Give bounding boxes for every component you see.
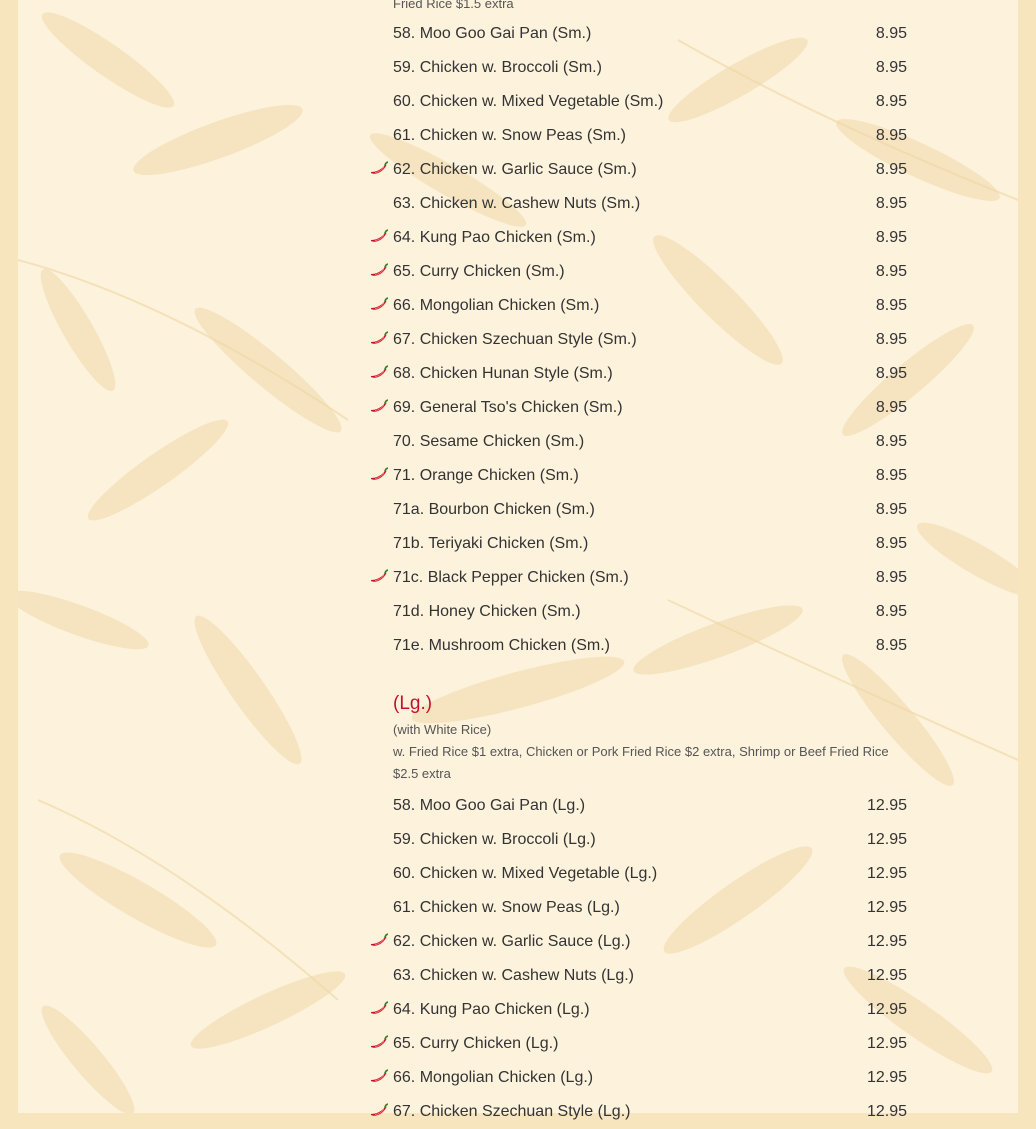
menu-item-row[interactable]	[368, 823, 908, 857]
menu-item-name: 63. Chicken w. Cashew Nuts (Lg.)	[393, 967, 634, 984]
menu-item-row[interactable]	[368, 357, 908, 391]
menu-item-row[interactable]	[368, 391, 908, 425]
large-section-note: w. Fried Rice $1 extra, Chicken or Pork Fried Rice $2 extra, Shrimp or Beef Fried Rice $2.5 extra	[393, 744, 889, 781]
menu-item-price: 8.95	[875, 127, 907, 144]
menu-item-price: 8.95	[875, 161, 907, 178]
menu-item-name: 68. Chicken Hunan Style (Sm.)	[393, 365, 613, 382]
menu-item-price: 8.95	[875, 229, 907, 246]
large-section-subtitle: (with White Rice)	[393, 722, 492, 737]
chili-pepper-icon	[370, 365, 388, 381]
chili-pepper-icon	[370, 1001, 388, 1017]
menu-item-row[interactable]	[368, 959, 908, 993]
menu-item-row[interactable]	[368, 153, 908, 187]
menu-item-name: 64. Kung Pao Chicken (Sm.)	[393, 229, 596, 246]
menu-item-price: 8.95	[875, 25, 907, 42]
menu-item-row[interactable]	[368, 323, 908, 357]
menu-item-price: 8.95	[875, 195, 907, 212]
chili-pepper-icon	[370, 161, 388, 177]
menu-item-name: 61. Chicken w. Snow Peas (Sm.)	[393, 127, 626, 144]
menu-item-price: 8.95	[875, 331, 907, 348]
menu-item-price: 12.95	[866, 1069, 907, 1086]
menu-item-row[interactable]	[368, 857, 908, 891]
menu-item-row[interactable]	[368, 51, 908, 85]
menu-item-row[interactable]	[368, 85, 908, 119]
chili-pepper-icon	[370, 331, 388, 347]
menu-item-price: 12.95	[866, 797, 907, 814]
menu-item-name: 62. Chicken w. Garlic Sauce (Sm.)	[393, 161, 637, 178]
chili-pepper-icon	[370, 569, 388, 585]
menu-item-name: 62. Chicken w. Garlic Sauce (Lg.)	[393, 933, 631, 950]
menu-item-row[interactable]	[368, 119, 908, 153]
menu-item-price: 8.95	[875, 433, 907, 450]
menu-item-price: 12.95	[866, 831, 907, 848]
large-section-title: (Lg.)	[393, 693, 433, 714]
menu-item-name: 61. Chicken w. Snow Peas (Lg.)	[393, 899, 620, 916]
menu-item-price: 8.95	[875, 93, 907, 110]
menu-item-row[interactable]	[368, 789, 908, 823]
menu-item-row[interactable]	[368, 255, 908, 289]
menu-item-name: 58. Moo Goo Gai Pan (Sm.)	[393, 25, 592, 42]
menu-item-row[interactable]	[368, 1027, 908, 1061]
menu-item-name: 58. Moo Goo Gai Pan (Lg.)	[393, 797, 586, 814]
menu-item-row[interactable]	[368, 629, 908, 663]
menu-item-name: 63. Chicken w. Cashew Nuts (Sm.)	[393, 195, 641, 212]
menu-item-price: 12.95	[866, 933, 907, 950]
menu-item-name: 71d. Honey Chicken (Sm.)	[393, 603, 581, 620]
menu-item-price: 8.95	[875, 535, 907, 552]
menu-item-price: 12.95	[866, 967, 907, 984]
menu-item-price: 8.95	[875, 603, 907, 620]
chili-pepper-icon	[370, 933, 388, 949]
menu-item-name: 71b. Teriyaki Chicken (Sm.)	[393, 535, 589, 552]
chili-pepper-icon	[370, 297, 388, 313]
menu-item-price: 8.95	[875, 59, 907, 76]
menu-item-row[interactable]	[368, 221, 908, 255]
menu-item-row[interactable]	[368, 493, 908, 527]
chili-pepper-icon	[370, 1035, 388, 1051]
menu-item-name: 64. Kung Pao Chicken (Lg.)	[393, 1001, 590, 1018]
menu-item-row[interactable]	[368, 1095, 908, 1129]
menu-item-name: 65. Curry Chicken (Lg.)	[393, 1035, 559, 1052]
chili-pepper-icon	[370, 229, 388, 245]
menu-item-price: 8.95	[875, 467, 907, 484]
menu-item-name: 59. Chicken w. Broccoli (Sm.)	[393, 59, 602, 76]
menu-item-price: 12.95	[866, 1001, 907, 1018]
menu-item-row[interactable]	[368, 595, 908, 629]
menu-item-name: 59. Chicken w. Broccoli (Lg.)	[393, 831, 596, 848]
menu-item-row[interactable]	[368, 459, 908, 493]
menu-item-price: 8.95	[875, 501, 907, 518]
menu-item-price: 8.95	[875, 297, 907, 314]
chili-pepper-icon	[370, 1069, 388, 1085]
chili-pepper-icon	[370, 467, 388, 483]
chili-pepper-icon	[370, 263, 388, 279]
menu-item-name: 66. Mongolian Chicken (Sm.)	[393, 297, 600, 314]
menu-item-name: 69. General Tso's Chicken (Sm.)	[393, 399, 623, 416]
menu-item-row[interactable]	[368, 17, 908, 51]
menu-item-name: 71e. Mushroom Chicken (Sm.)	[393, 637, 610, 654]
menu-item-name: 67. Chicken Szechuan Style (Lg.)	[393, 1103, 631, 1120]
menu-item-name: 71c. Black Pepper Chicken (Sm.)	[393, 569, 629, 586]
chili-pepper-icon	[370, 399, 388, 415]
menu-item-price: 8.95	[875, 365, 907, 382]
menu-item-price: 8.95	[875, 569, 907, 586]
menu-item-row[interactable]	[368, 425, 908, 459]
menu-item-row[interactable]	[368, 925, 908, 959]
menu-item-row[interactable]	[368, 527, 908, 561]
menu-item-row[interactable]	[368, 289, 908, 323]
menu-item-price: 12.95	[866, 865, 907, 882]
menu-item-name: 66. Mongolian Chicken (Lg.)	[393, 1069, 594, 1086]
menu-item-name: 67. Chicken Szechuan Style (Sm.)	[393, 331, 637, 348]
menu-item-row[interactable]	[368, 993, 908, 1027]
menu-item-name: 60. Chicken w. Mixed Vegetable (Lg.)	[393, 865, 658, 882]
menu-item-name: 71a. Bourbon Chicken (Sm.)	[393, 501, 595, 518]
fried-rice-note: Fried Rice $1.5 extra	[393, 0, 514, 11]
menu-item-row[interactable]	[368, 891, 908, 925]
menu-item-price: 8.95	[875, 263, 907, 280]
menu-item-name: 60. Chicken w. Mixed Vegetable (Sm.)	[393, 93, 664, 110]
menu-item-name: 70. Sesame Chicken (Sm.)	[393, 433, 585, 450]
menu-item-price: 8.95	[875, 637, 907, 654]
menu-item-price: 12.95	[866, 1035, 907, 1052]
menu-item-price: 12.95	[866, 1103, 907, 1120]
menu-item-name: 65. Curry Chicken (Sm.)	[393, 263, 565, 280]
menu-item-row[interactable]	[368, 1061, 908, 1095]
menu-item-name: 71. Orange Chicken (Sm.)	[393, 467, 579, 484]
menu-item-row[interactable]	[368, 561, 908, 595]
chili-pepper-icon	[370, 1103, 388, 1119]
menu-item-price: 12.95	[866, 899, 907, 916]
menu-item-price: 8.95	[875, 399, 907, 416]
menu-item-row[interactable]	[368, 187, 908, 221]
